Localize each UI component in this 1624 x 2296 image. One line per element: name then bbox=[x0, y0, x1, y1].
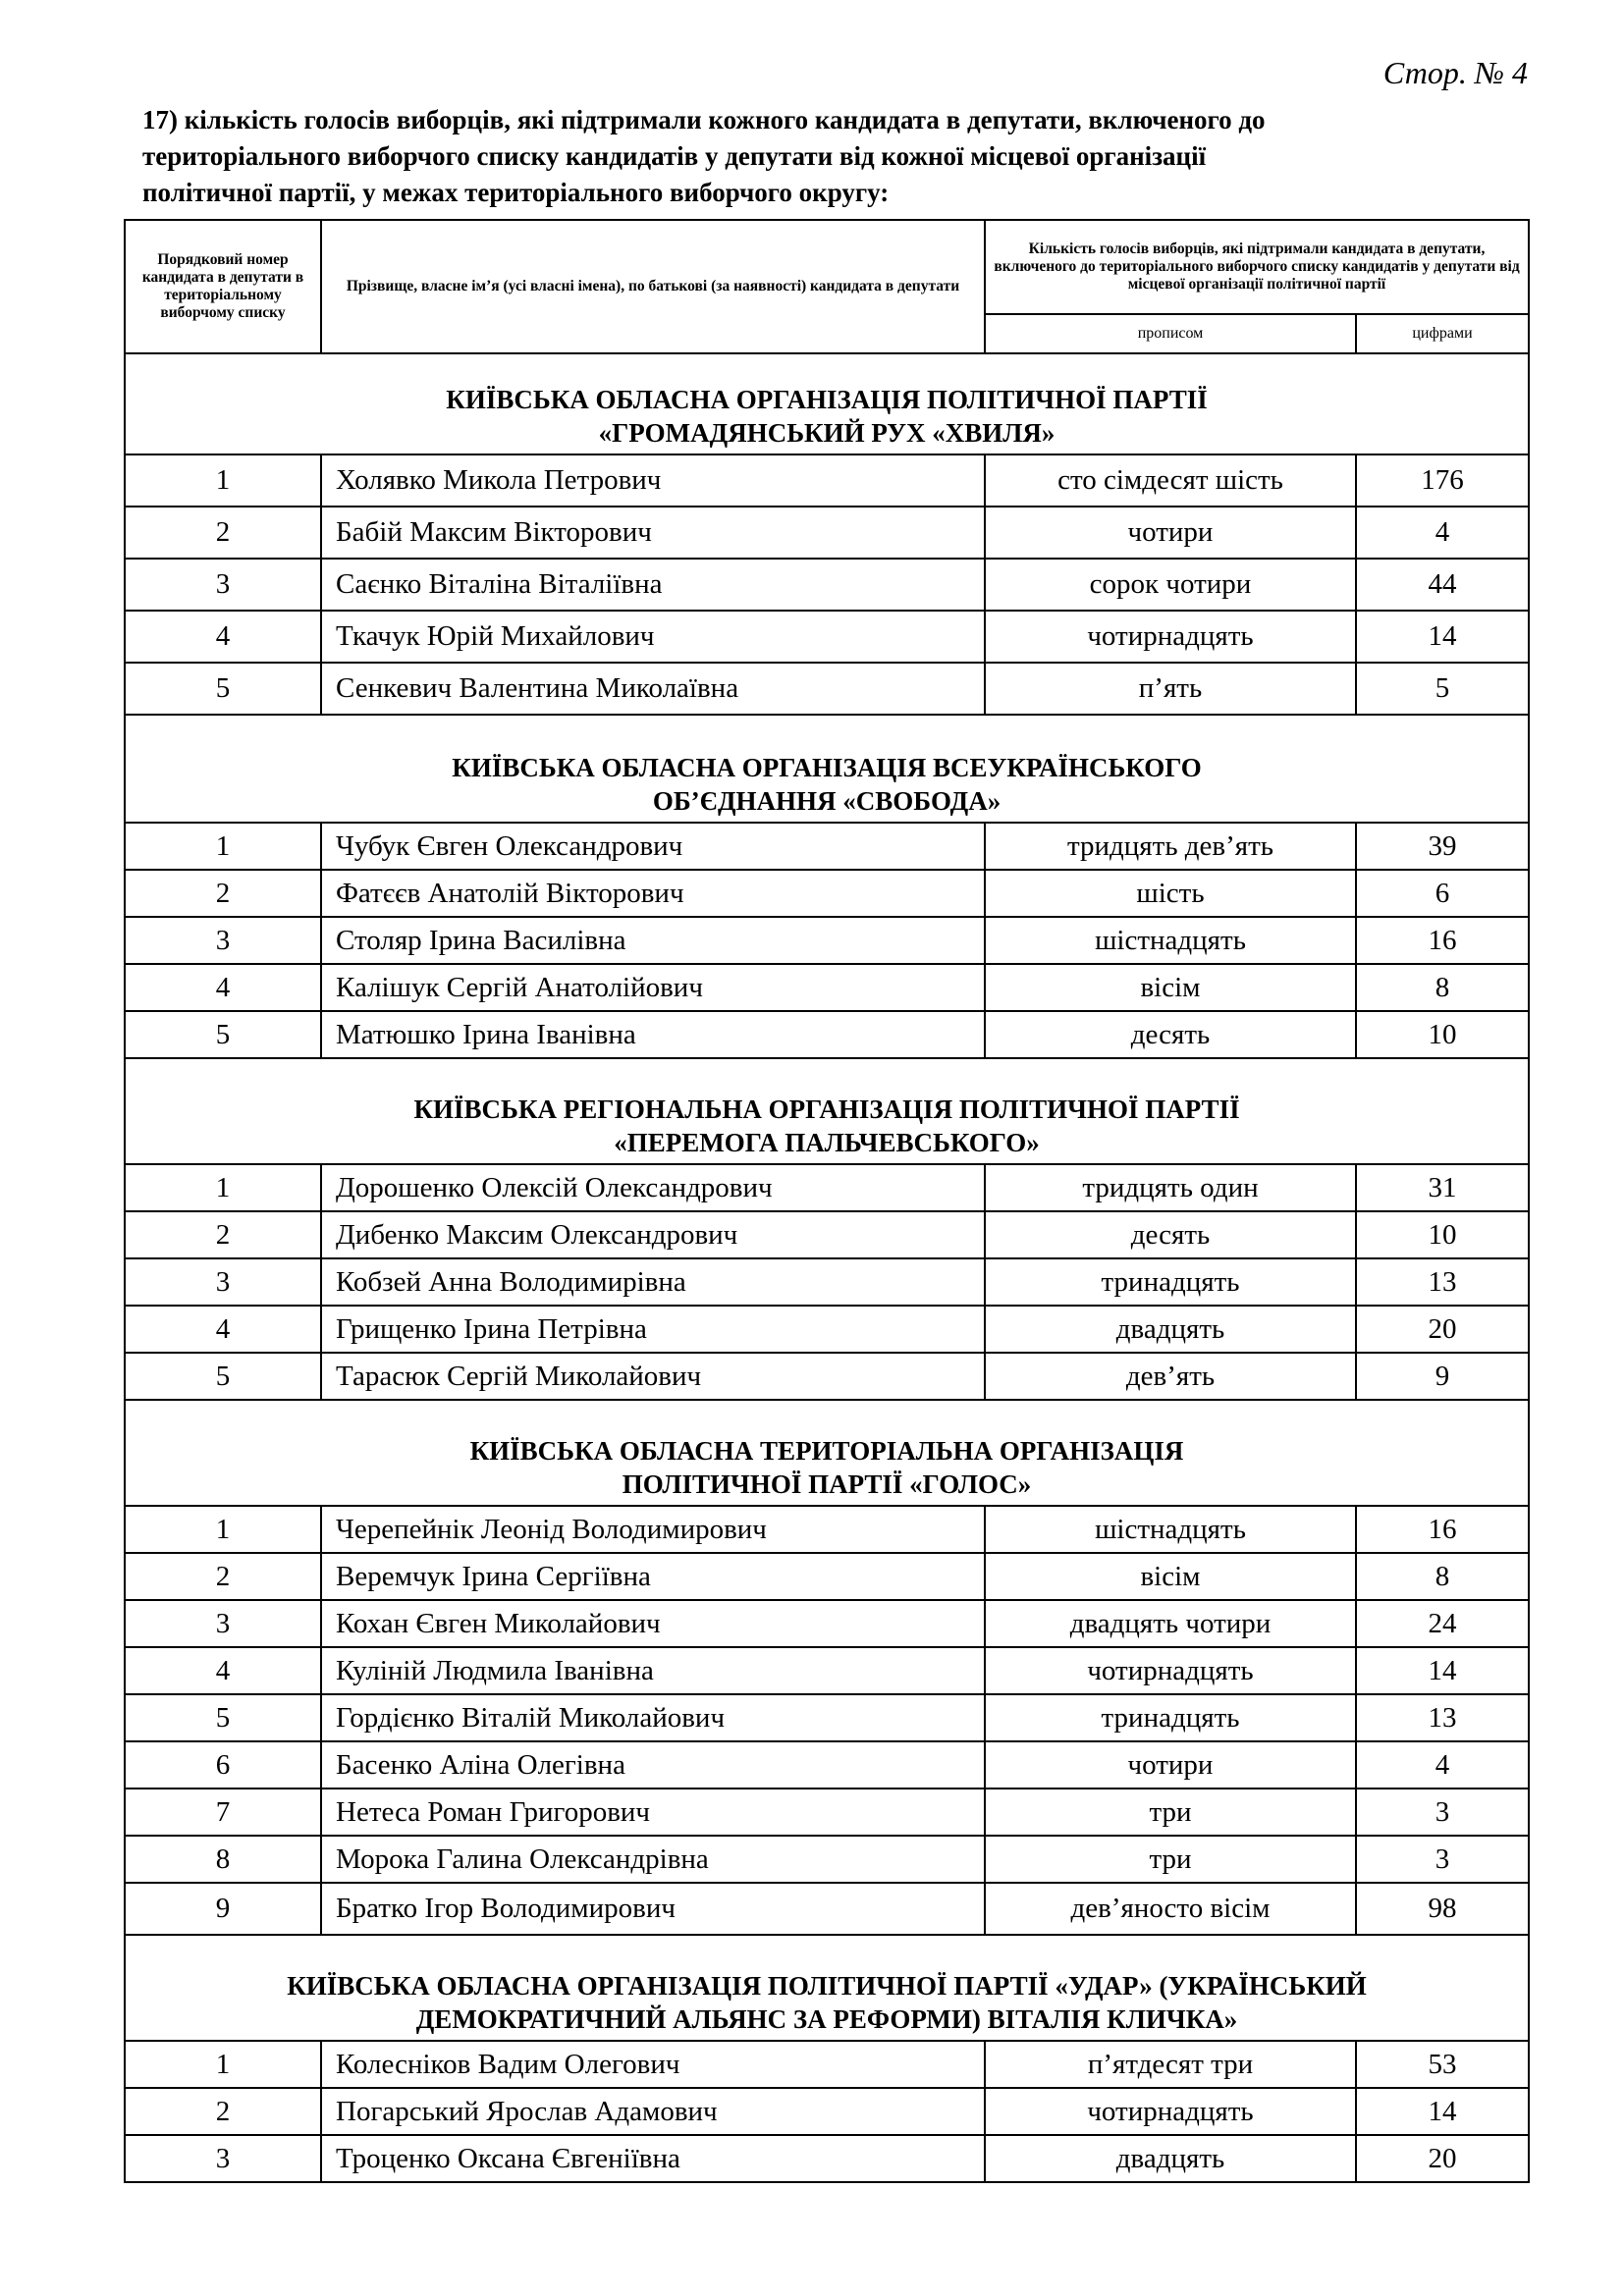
votes-in-digits: 24 bbox=[1356, 1600, 1529, 1647]
votes-in-words: десять bbox=[985, 1011, 1356, 1058]
candidate-row bbox=[125, 454, 1529, 507]
candidate-name: Братко Ігор Володимирович bbox=[321, 1883, 985, 1935]
candidate-number: 2 bbox=[125, 870, 321, 917]
votes-in-words: тринадцять bbox=[985, 1694, 1356, 1741]
candidate-name: Чубук Євген Олександрович bbox=[321, 823, 985, 870]
intro-line: 17) кількість голосів виборців, які підтримали кожного кандидата в депутати, включеного до bbox=[142, 105, 1266, 134]
candidate-row bbox=[125, 1836, 1529, 1883]
votes-in-words: чотирнадцять bbox=[985, 2088, 1356, 2135]
candidate-name: Калішук Сергій Анатолійович bbox=[321, 964, 985, 1011]
party-header-row bbox=[125, 353, 1529, 454]
header-row bbox=[125, 220, 1529, 314]
candidate-number: 2 bbox=[125, 2088, 321, 2135]
votes-in-digits: 13 bbox=[1356, 1258, 1529, 1306]
candidate-row bbox=[125, 1164, 1529, 1211]
votes-in-digits: 16 bbox=[1356, 917, 1529, 964]
votes-in-words: п’ятдесят три bbox=[985, 2041, 1356, 2088]
votes-in-words: три bbox=[985, 1789, 1356, 1836]
candidate-number: 2 bbox=[125, 1553, 321, 1600]
votes-in-words: вісім bbox=[985, 964, 1356, 1011]
candidate-row bbox=[125, 1789, 1529, 1836]
party-title-line: «ГРОМАДЯНСЬКИЙ РУХ «ХВИЛЯ» bbox=[598, 418, 1056, 448]
votes-in-words: шість bbox=[985, 870, 1356, 917]
votes-in-digits: 8 bbox=[1356, 1553, 1529, 1600]
candidate-row bbox=[125, 2135, 1529, 2182]
candidate-name: Ткачук Юрій Михайлович bbox=[321, 611, 985, 663]
candidate-number: 5 bbox=[125, 1011, 321, 1058]
votes-in-digits: 44 bbox=[1356, 559, 1529, 611]
candidate-name: Тарасюк Сергій Миколайович bbox=[321, 1353, 985, 1400]
candidate-row bbox=[125, 663, 1529, 715]
party-title bbox=[125, 715, 1529, 823]
candidate-row bbox=[125, 1258, 1529, 1306]
candidate-name: Троценко Оксана Євгеніївна bbox=[321, 2135, 985, 2182]
party-title-line: КИЇВСЬКА ОБЛАСНА ОРГАНІЗАЦІЯ ПОЛІТИЧНОЇ ПАРТІЇ bbox=[446, 385, 1208, 414]
votes-in-digits: 31 bbox=[1356, 1164, 1529, 1211]
candidate-number: 6 bbox=[125, 1741, 321, 1789]
party-title-line: «ПЕРЕМОГА ПАЛЬЧЕВСЬКОГО» bbox=[614, 1128, 1040, 1157]
votes-in-words: чотирнадцять bbox=[985, 1647, 1356, 1694]
results-table bbox=[124, 219, 1530, 2183]
votes-in-digits: 14 bbox=[1356, 1647, 1529, 1694]
candidate-name: Бабій Максим Вікторович bbox=[321, 507, 985, 559]
votes-in-words: тридцять один bbox=[985, 1164, 1356, 1211]
header-words: прописом bbox=[985, 314, 1356, 353]
votes-in-digits: 176 bbox=[1356, 454, 1529, 507]
votes-in-digits: 9 bbox=[1356, 1353, 1529, 1400]
candidate-row bbox=[125, 1883, 1529, 1935]
votes-in-digits: 98 bbox=[1356, 1883, 1529, 1935]
candidate-number: 8 bbox=[125, 1836, 321, 1883]
header-number: Порядковий номер кандидата в депутати в територіальному виборчому списку bbox=[125, 220, 321, 353]
votes-in-words: десять bbox=[985, 1211, 1356, 1258]
candidate-row bbox=[125, 870, 1529, 917]
party-title bbox=[125, 1058, 1529, 1164]
candidate-number: 5 bbox=[125, 1694, 321, 1741]
candidate-name: Басенко Аліна Олегівна bbox=[321, 1741, 985, 1789]
candidate-row bbox=[125, 1647, 1529, 1694]
candidate-name: Дорошенко Олексій Олександрович bbox=[321, 1164, 985, 1211]
party-header-row bbox=[125, 1400, 1529, 1506]
candidate-number: 3 bbox=[125, 559, 321, 611]
candidate-name: Фатєєв Анатолій Вікторович bbox=[321, 870, 985, 917]
party-title-line: ОБ’ЄДНАННЯ «СВОБОДА» bbox=[652, 786, 1001, 816]
votes-in-words: тридцять дев’ять bbox=[985, 823, 1356, 870]
candidate-name: Кобзей Анна Володимирівна bbox=[321, 1258, 985, 1306]
candidate-row bbox=[125, 611, 1529, 663]
votes-in-words: чотири bbox=[985, 507, 1356, 559]
votes-in-words: чотири bbox=[985, 1741, 1356, 1789]
candidate-name: Саєнко Віталіна Віталіївна bbox=[321, 559, 985, 611]
candidate-name: Грищенко Ірина Петрівна bbox=[321, 1306, 985, 1353]
votes-in-digits: 16 bbox=[1356, 1506, 1529, 1553]
votes-in-words: дев’ять bbox=[985, 1353, 1356, 1400]
candidate-number: 2 bbox=[125, 507, 321, 559]
candidate-row bbox=[125, 1506, 1529, 1553]
candidate-number: 1 bbox=[125, 1506, 321, 1553]
votes-in-digits: 14 bbox=[1356, 611, 1529, 663]
party-header-row bbox=[125, 1058, 1529, 1164]
candidate-row bbox=[125, 1011, 1529, 1058]
page-number: Стор. № 4 bbox=[1382, 55, 1528, 90]
votes-in-words: двадцять чотири bbox=[985, 1600, 1356, 1647]
candidate-name: Веремчук Ірина Сергіївна bbox=[321, 1553, 985, 1600]
candidate-number: 5 bbox=[125, 663, 321, 715]
votes-in-digits: 39 bbox=[1356, 823, 1529, 870]
votes-in-digits: 13 bbox=[1356, 1694, 1529, 1741]
party-title-line: КИЇВСЬКА РЕГІОНАЛЬНА ОРГАНІЗАЦІЯ ПОЛІТИЧНОЇ ПАРТІЇ bbox=[413, 1095, 1240, 1124]
votes-in-digits: 53 bbox=[1356, 2041, 1529, 2088]
candidate-name: Погарський Ярослав Адамович bbox=[321, 2088, 985, 2135]
candidate-row bbox=[125, 964, 1529, 1011]
candidate-name: Столяр Ірина Василівна bbox=[321, 917, 985, 964]
candidate-row bbox=[125, 507, 1529, 559]
votes-in-digits: 10 bbox=[1356, 1211, 1529, 1258]
intro-line: політичної партії, у межах територіального виборчого округу: bbox=[142, 178, 890, 207]
votes-in-words: двадцять bbox=[985, 2135, 1356, 2182]
votes-in-digits: 8 bbox=[1356, 964, 1529, 1011]
candidate-row bbox=[125, 1741, 1529, 1789]
candidate-row bbox=[125, 1306, 1529, 1353]
candidate-number: 3 bbox=[125, 1258, 321, 1306]
votes-in-words: сорок чотири bbox=[985, 559, 1356, 611]
candidate-number: 4 bbox=[125, 964, 321, 1011]
votes-in-words: вісім bbox=[985, 1553, 1356, 1600]
candidate-name: Кохан Євген Миколайович bbox=[321, 1600, 985, 1647]
candidate-row bbox=[125, 1600, 1529, 1647]
header-digits: цифрами bbox=[1356, 314, 1529, 353]
candidate-number: 3 bbox=[125, 1600, 321, 1647]
votes-in-digits: 4 bbox=[1356, 1741, 1529, 1789]
candidate-row bbox=[125, 917, 1529, 964]
candidate-name: Дибенко Максим Олександрович bbox=[321, 1211, 985, 1258]
votes-in-words: три bbox=[985, 1836, 1356, 1883]
party-title-line: ПОЛІТИЧНОЇ ПАРТІЇ «ГОЛОС» bbox=[622, 1469, 1032, 1499]
votes-in-digits: 3 bbox=[1356, 1789, 1529, 1836]
party-title bbox=[125, 1935, 1529, 2041]
votes-in-digits: 20 bbox=[1356, 1306, 1529, 1353]
candidate-name: Холявко Микола Петрович bbox=[321, 454, 985, 507]
candidate-row bbox=[125, 1353, 1529, 1400]
candidate-row bbox=[125, 2041, 1529, 2088]
party-title-line: КИЇВСЬКА ОБЛАСНА ТЕРИТОРІАЛЬНА ОРГАНІЗАЦІЯ bbox=[469, 1436, 1184, 1466]
candidate-row bbox=[125, 559, 1529, 611]
votes-in-digits: 4 bbox=[1356, 507, 1529, 559]
party-title-line: КИЇВСЬКА ОБЛАСНА ОРГАНІЗАЦІЯ ПОЛІТИЧНОЇ ПАРТІЇ «УДАР» (УКРАЇНСЬКИЙ bbox=[287, 1971, 1367, 2001]
candidate-row bbox=[125, 2088, 1529, 2135]
votes-in-digits: 14 bbox=[1356, 2088, 1529, 2135]
party-title bbox=[125, 353, 1529, 454]
candidate-number: 3 bbox=[125, 917, 321, 964]
candidate-number: 1 bbox=[125, 2041, 321, 2088]
candidate-name: Сенкевич Валентина Миколаївна bbox=[321, 663, 985, 715]
votes-in-words: тринадцять bbox=[985, 1258, 1356, 1306]
candidate-number: 2 bbox=[125, 1211, 321, 1258]
votes-in-words: п’ять bbox=[985, 663, 1356, 715]
section-intro bbox=[142, 102, 1515, 211]
candidate-number: 4 bbox=[125, 611, 321, 663]
candidate-number: 3 bbox=[125, 2135, 321, 2182]
party-header-row bbox=[125, 715, 1529, 823]
header-votes: Кількість голосів виборців, які підтримали кандидата в депутати, включеного до територіального виборчого списку кандидатів у депутати від місцевої організації політичної партії bbox=[985, 220, 1529, 314]
header-name: Прізвище, власне ім’я (усі власні імена), по батькові (за наявності) кандидата в депутати bbox=[321, 220, 985, 353]
candidate-name: Колесніков Вадим Олегович bbox=[321, 2041, 985, 2088]
votes-in-words: шістнадцять bbox=[985, 1506, 1356, 1553]
candidate-number: 5 bbox=[125, 1353, 321, 1400]
candidate-name: Морока Галина Олександрівна bbox=[321, 1836, 985, 1883]
votes-in-words: дев’яносто вісім bbox=[985, 1883, 1356, 1935]
party-title-line: КИЇВСЬКА ОБЛАСНА ОРГАНІЗАЦІЯ ВСЕУКРАЇНСЬКОГО bbox=[452, 753, 1202, 782]
candidate-number: 1 bbox=[125, 1164, 321, 1211]
candidate-row bbox=[125, 1694, 1529, 1741]
votes-in-words: двадцять bbox=[985, 1306, 1356, 1353]
votes-in-digits: 3 bbox=[1356, 1836, 1529, 1883]
candidate-row bbox=[125, 1553, 1529, 1600]
candidate-row bbox=[125, 823, 1529, 870]
candidate-number: 1 bbox=[125, 823, 321, 870]
candidate-number: 1 bbox=[125, 454, 321, 507]
candidate-number: 4 bbox=[125, 1306, 321, 1353]
votes-in-words: чотирнадцять bbox=[985, 611, 1356, 663]
candidate-name: Нетеса Роман Григорович bbox=[321, 1789, 985, 1836]
candidate-number: 7 bbox=[125, 1789, 321, 1836]
candidate-number: 4 bbox=[125, 1647, 321, 1694]
candidate-name: Матюшко Ірина Іванівна bbox=[321, 1011, 985, 1058]
votes-in-words: шістнадцять bbox=[985, 917, 1356, 964]
candidate-name: Куліній Людмила Іванівна bbox=[321, 1647, 985, 1694]
party-title bbox=[125, 1400, 1529, 1506]
intro-line: територіального виборчого списку кандидатів у депутати від кожної місцевої організації bbox=[142, 141, 1207, 171]
votes-in-digits: 10 bbox=[1356, 1011, 1529, 1058]
party-header-row bbox=[125, 1935, 1529, 2041]
candidate-number: 9 bbox=[125, 1883, 321, 1935]
party-title-line: ДЕМОКРАТИЧНИЙ АЛЬЯНС ЗА РЕФОРМИ) ВІТАЛІЯ КЛИЧКА» bbox=[415, 2004, 1238, 2034]
candidate-row bbox=[125, 1211, 1529, 1258]
votes-in-digits: 5 bbox=[1356, 663, 1529, 715]
votes-in-digits: 6 bbox=[1356, 870, 1529, 917]
votes-in-digits: 20 bbox=[1356, 2135, 1529, 2182]
candidate-name: Черепейнік Леонід Володимирович bbox=[321, 1506, 985, 1553]
votes-in-words: сто сімдесят шість bbox=[985, 454, 1356, 507]
candidate-name: Гордієнко Віталій Миколайович bbox=[321, 1694, 985, 1741]
